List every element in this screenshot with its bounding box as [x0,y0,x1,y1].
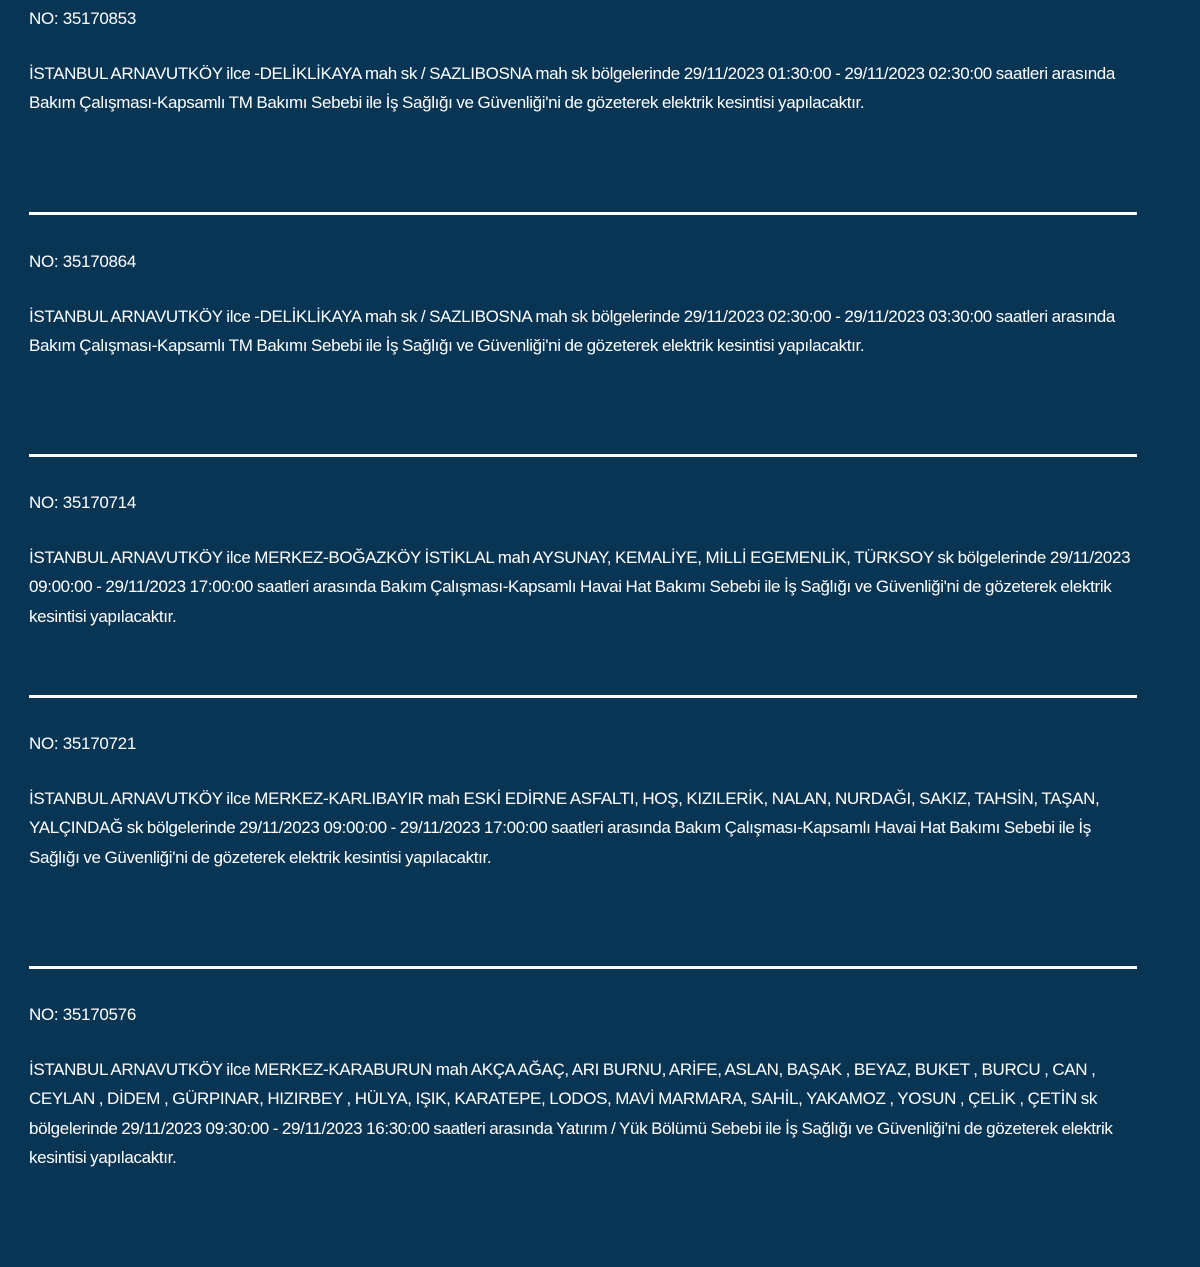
notice-text: İSTANBUL ARNAVUTKÖY ilce -DELİKLİKAYA mah sk / SAZLIBOSNA mah sk bölgelerinde 29/11/2023 02:30:00 - 29/11/2023 03:30:00 saatleri arasında Bakım Çalışması-Kapsamlı TM Bakımı Sebebi ile İş Sağlığı ve Güvenliği'ni de gözeterek elektrik kesintisi yapılacaktır. [29,307,1116,356]
notice-number: NO: 35170864 [29,252,136,271]
outage-notice-list [29,0,1137,1259]
notice-number: NO: 35170576 [29,1005,136,1024]
outage-notice [29,457,1137,695]
outage-notice [29,698,1137,966]
notice-text: İSTANBUL ARNAVUTKÖY ilce MERKEZ-KARABURUN mah AKÇA AĞAÇ, ARI BURNU, ARİFE, ASLAN, BAŞAK , BEYAZ, BUKET , BURCU , CAN , CEYLAN , DİDEM , GÜRPINAR, HIZIRBEY , HÜLYA, IŞIK, KARATEPE, LODOS, MAVİ MARMARA, SAHİL, YAKAMOZ , YOSUN , ÇELİK , ÇETİN sk bölgelerinde 29/11/2023 09:30:00 - 29/11/2023 16:30:00 saatleri arasında Yatırım / Yük Bölümü Sebebi ile İş Sağlığı ve Güvenliği'ni de gözeterek elektrik kesintisi yapılacaktır. [29,1060,1113,1167]
notice-text: İSTANBUL ARNAVUTKÖY ilce MERKEZ-BOĞAZKÖY İSTİKLAL mah AYSUNAY, KEMALİYE, MİLLİ EGEMENLİK, TÜRKSOY sk bölgelerinde 29/11/2023 09:00:00 - 29/11/2023 17:00:00 saatleri arasında Bakım Çalışması-Kapsamlı Havai Hat Bakımı Sebebi ile İş Sağlığı ve Güvenliği'ni de gözeterek elektrik kesintisi yapılacaktır. [29,548,1131,626]
notice-number: NO: 35170853 [29,9,136,28]
outage-notice [29,0,1137,212]
notice-text: İSTANBUL ARNAVUTKÖY ilce MERKEZ-KARLIBAYIR mah ESKİ EDİRNE ASFALTI, HOŞ, KIZILERİK, NALAN, NURDAĞI, SAKIZ, TAHSİN, TAŞAN, YALÇINDAĞ sk bölgelerinde 29/11/2023 09:00:00 - 29/11/2023 17:00:00 saatleri arasında Bakım Çalışması-Kapsamlı Havai Hat Bakımı Sebebi ile İş Sağlığı ve Güvenliği'ni de gözeterek elektrik kesintisi yapılacaktır. [29,789,1100,867]
notice-text: İSTANBUL ARNAVUTKÖY ilce -DELİKLİKAYA mah sk / SAZLIBOSNA mah sk bölgelerinde 29/11/2023 01:30:00 - 29/11/2023 02:30:00 saatleri arasında Bakım Çalışması-Kapsamlı TM Bakımı Sebebi ile İş Sağlığı ve Güvenliği'ni de gözeterek elektrik kesintisi yapılacaktır. [29,64,1116,113]
outage-notice [29,215,1137,454]
notice-number: NO: 35170721 [29,734,136,753]
outage-notice [29,969,1137,1259]
notice-number: NO: 35170714 [29,493,136,512]
